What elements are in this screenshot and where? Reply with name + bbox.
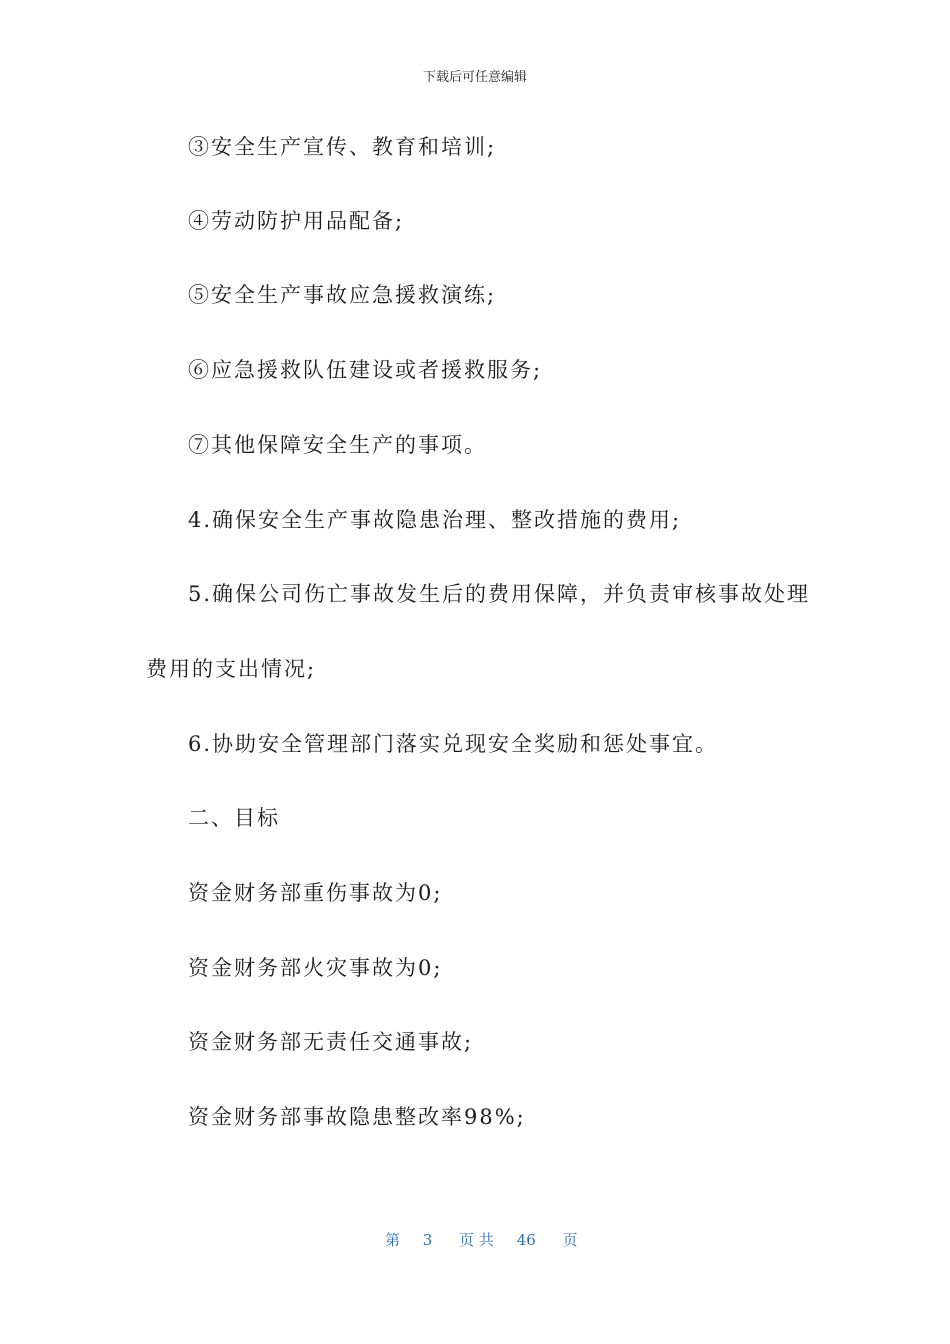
text-line: ⑦其他保障安全生产的事项。 <box>188 433 487 457</box>
footer-suffix: 页 <box>562 1231 578 1249</box>
text-line: 费用的支出情况; <box>146 657 317 681</box>
text-line: ④劳动防护用品配备; <box>188 209 405 233</box>
text-line: 资金财务部重伤事故为0; <box>188 881 443 905</box>
footer-mid: 页 共 <box>459 1231 494 1249</box>
text-line: 4.确保安全生产事故隐患治理、整改措施的费用; <box>188 508 682 532</box>
text-line: 5.确保公司伤亡事故发生后的费用保障，并负责审核事故处理 <box>188 582 811 606</box>
current-page-number: 3 <box>422 1231 433 1249</box>
text-line: 6.协助安全管理部门落实兑现安全奖励和惩处事宜。 <box>188 732 719 756</box>
total-page-count: 46 <box>516 1231 536 1249</box>
text-line: 资金财务部火灾事故为0; <box>188 956 443 980</box>
text-line: 资金财务部无责任交通事故; <box>188 1030 474 1054</box>
text-line: 资金财务部事故隐患整改率98%; <box>188 1105 526 1129</box>
text-line: ⑥应急援救队伍建设或者援救服务; <box>188 358 543 382</box>
text-line: ③安全生产宣传、教育和培训; <box>188 135 497 159</box>
page-footer <box>385 1229 578 1250</box>
section-heading: 二、目标 <box>188 806 280 830</box>
footer-prefix: 第 <box>385 1231 401 1249</box>
page-header: 下载后可任意编辑 <box>422 70 527 85</box>
text-line: ⑤安全生产事故应急援救演练; <box>188 283 497 307</box>
